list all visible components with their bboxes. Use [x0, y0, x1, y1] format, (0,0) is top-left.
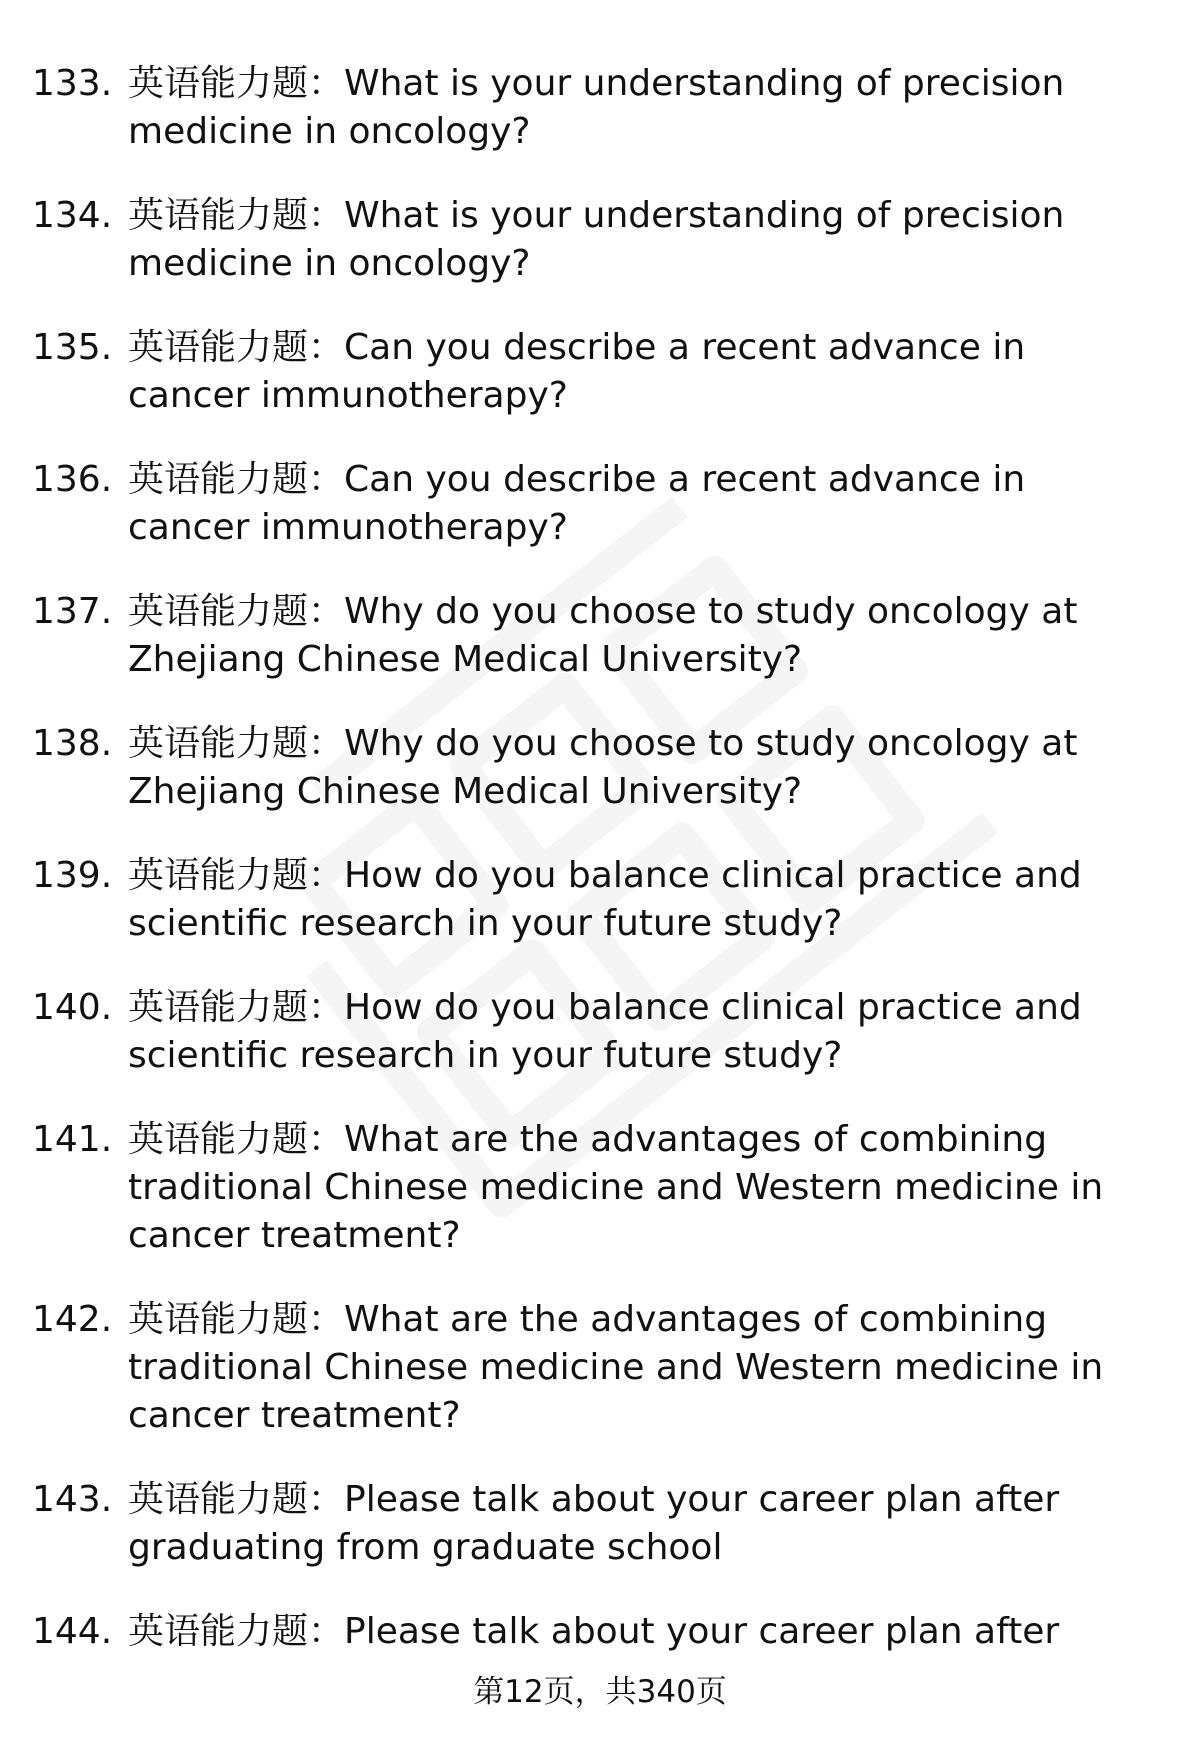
list-item [32, 324, 1152, 420]
question-prefix: 英语能力题： [128, 459, 345, 500]
question-number: 143. [32, 1479, 113, 1520]
question-text: Why do you choose to study oncology at Zhejiang Chinese Medical University? [128, 591, 1078, 680]
question-number: 138. [32, 723, 113, 764]
question-list [32, 60, 1152, 1692]
question-number: 133. [32, 63, 113, 104]
list-item [32, 1296, 1152, 1440]
list-item [32, 1116, 1152, 1260]
question-text: What are the advantages of combining traditional Chinese medicine and Western medicine in cancer treatment? [128, 1299, 1104, 1436]
question-prefix: 英语能力题： [128, 327, 345, 368]
question-text: Why do you choose to study oncology at Zhejiang Chinese Medical University? [128, 723, 1078, 812]
question-number: 135. [32, 327, 113, 368]
question-number: 137. [32, 591, 113, 632]
question-text: What is your understanding of precision medicine in oncology? [128, 195, 1065, 284]
question-text: What is your understanding of precision medicine in oncology? [128, 63, 1065, 152]
question-number: 134. [32, 195, 113, 236]
question-prefix: 英语能力题： [128, 1479, 345, 1520]
page-number-footer: 第12页，共340页 [473, 1674, 727, 1710]
question-number: 140. [32, 987, 113, 1028]
list-item [32, 852, 1152, 948]
list-item [32, 1476, 1152, 1572]
question-text: Can you describe a recent advance in cancer immunotherapy? [128, 459, 1026, 548]
question-text: How do you balance clinical practice and scientific research in your future study? [128, 987, 1082, 1076]
list-item [32, 192, 1152, 288]
list-item [32, 720, 1152, 816]
question-prefix: 英语能力题： [128, 1611, 345, 1652]
question-prefix: 英语能力题： [128, 63, 345, 104]
list-item [32, 984, 1152, 1080]
question-prefix: 英语能力题： [128, 855, 345, 896]
question-number: 141. [32, 1119, 113, 1160]
list-item [32, 588, 1152, 684]
question-number: 142. [32, 1299, 113, 1340]
question-prefix: 英语能力题： [128, 723, 345, 764]
question-text: How do you balance clinical practice and scientific research in your future study? [128, 855, 1082, 944]
question-text: Please talk about your career plan after graduating from graduate school [128, 1479, 1060, 1568]
question-prefix: 英语能力题： [128, 1299, 345, 1340]
list-item [32, 456, 1152, 552]
question-prefix: 英语能力题： [128, 591, 345, 632]
list-item [32, 1608, 1152, 1656]
question-text: What are the advantages of combining traditional Chinese medicine and Western medicine in cancer treatment? [128, 1119, 1104, 1256]
list-item [32, 60, 1152, 156]
question-number: 136. [32, 459, 113, 500]
question-number: 144. [32, 1611, 113, 1652]
question-prefix: 英语能力题： [128, 987, 345, 1028]
question-prefix: 英语能力题： [128, 195, 345, 236]
question-text: Can you describe a recent advance in cancer immunotherapy? [128, 327, 1026, 416]
question-number: 139. [32, 855, 113, 896]
question-text: Please talk about your career plan after [344, 1611, 1060, 1652]
question-prefix: 英语能力题： [128, 1119, 345, 1160]
